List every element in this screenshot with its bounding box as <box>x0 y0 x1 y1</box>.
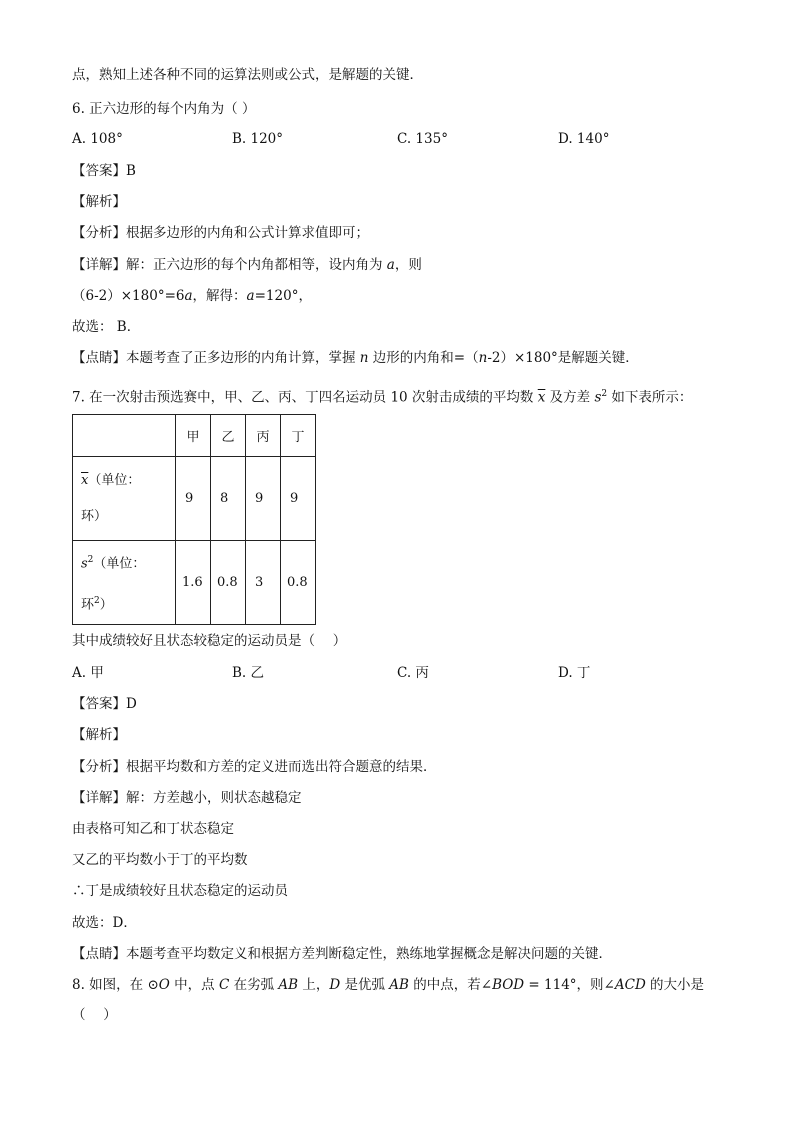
table-cell: 9 <box>246 457 281 541</box>
math-var: C <box>218 977 230 993</box>
text: 是优弧 <box>340 977 390 993</box>
text: （单位： <box>93 556 146 572</box>
math-var: n <box>359 350 369 366</box>
text: 8. 如图，在 ⊙ <box>72 977 159 993</box>
text: 【点睛】本题考查了正多边形的内角计算，掌握 <box>72 350 360 366</box>
q6-option-a: A. 108° <box>72 131 123 147</box>
text: 7. 在一次射击预选赛中，甲、乙、丙、丁四名运动员 10 次射击成绩的平均数 <box>72 389 538 406</box>
text: 在劣弧 <box>229 977 279 993</box>
table-header: 乙 <box>211 415 246 457</box>
text: 中，点 <box>169 977 219 993</box>
text: =120°， <box>254 288 312 304</box>
math-var: a <box>184 288 193 304</box>
q6-option-c: C. 135° <box>397 131 448 147</box>
math-var: BOD <box>492 977 525 993</box>
q7-options <box>72 664 722 682</box>
q7-option-d: D. 丁 <box>558 665 591 681</box>
text: = 114°，则∠ <box>524 977 615 993</box>
math-var: AB <box>278 977 299 993</box>
q6-options <box>72 130 722 148</box>
text: ） <box>99 596 113 612</box>
question-6: 6. 正六边形的每个内角为（ ） <box>72 101 256 117</box>
text: 环 <box>81 596 95 612</box>
q6-dianjing <box>72 349 639 367</box>
table-cell: 9 <box>176 457 211 541</box>
q7-detail: 【详解】解：方差越小，则状态越稳定 <box>72 790 302 806</box>
text-line: 点，熟知上述各种不同的运算法则或公式，是解题的关键． <box>72 67 423 83</box>
table-cell: 3 <box>246 541 281 625</box>
q6-analysis-heading: 【解析】 <box>72 194 126 210</box>
math-var: a <box>246 288 255 304</box>
q7-answer: 【答案】D <box>72 696 137 712</box>
q7-analysis-heading: 【解析】 <box>72 727 126 743</box>
row-label-variance <box>73 541 176 625</box>
text: （6-2）×180°=6 <box>72 288 185 304</box>
table-row <box>73 541 316 625</box>
superscript: 2 <box>601 389 608 399</box>
q7-fenxi: 【分析】根据平均数和方差的定义进而选出符合题意的结果． <box>72 759 437 775</box>
q6-detail <box>72 256 422 274</box>
q6-option-d: D. 140° <box>558 131 610 147</box>
row-label-mean <box>73 457 176 541</box>
math-var: D <box>329 977 341 993</box>
q8-paren: （ ） <box>72 1007 117 1023</box>
math-var: a <box>386 257 395 273</box>
q7-option-b: B. 乙 <box>232 665 265 681</box>
q6-answer: 【答案】B <box>72 163 136 179</box>
table-header: 丁 <box>281 415 316 457</box>
q6-choose: 故选： B． <box>72 319 141 335</box>
table-cell: 8 <box>211 457 246 541</box>
table-cell: 1.6 <box>176 541 211 625</box>
text: （单位： <box>88 472 141 488</box>
table-cell: 0.8 <box>281 541 316 625</box>
math-var: $\overline{x}$ <box>537 389 546 406</box>
table-header: 丙 <box>246 415 281 457</box>
superscript: 2 <box>87 555 94 566</box>
text: -2）×180°是解题关键． <box>487 350 639 366</box>
q6-fenxi: 【分析】根据多边形的内角和公式计算求值即可； <box>72 225 369 241</box>
q7-detail-line: 又乙的平均数小于丁的平均数 <box>72 852 248 868</box>
text: 环） <box>81 508 108 524</box>
math-var: ACD <box>614 977 646 993</box>
table-cell: 0.8 <box>211 541 246 625</box>
text: 的大小是 <box>645 977 705 993</box>
math-var: $\overline{x}$ <box>81 472 89 488</box>
score-table <box>72 414 316 625</box>
text: 及方差 <box>545 389 595 406</box>
q7-option-a: A. 甲 <box>72 665 104 681</box>
q7-option-c: C. 丙 <box>397 665 429 681</box>
math-var: s <box>81 556 88 572</box>
q7-question-end: 其中成绩较好且状态较稳定的运动员是（ ） <box>72 633 347 649</box>
table-corner <box>73 415 176 457</box>
q7-detail-line: 由表格可知乙和丁状态稳定 <box>72 821 234 837</box>
table-header: 甲 <box>176 415 211 457</box>
question-7 <box>72 385 692 407</box>
q7-dianjing: 【点睛】本题考查平均数定义和根据方差判断稳定性，熟练地掌握概念是解决问题的关键． <box>72 946 612 962</box>
text: 如下表所示： <box>607 389 693 406</box>
q7-detail-line: ∴丁是成绩较好且状态稳定的运动员 <box>72 883 288 899</box>
math-var: O <box>158 977 170 993</box>
q6-equation <box>72 287 312 305</box>
text: ，解得： <box>192 288 247 304</box>
math-var: AB <box>389 977 409 993</box>
superscript: 2 <box>94 595 100 606</box>
text: 【详解】解：正六边形的每个内角都相等，设内角为 <box>72 257 387 273</box>
question-8 <box>72 976 704 994</box>
math-var: n <box>478 350 488 366</box>
q6-option-b: B. 120° <box>232 131 284 147</box>
text: 边形的内角和=（ <box>368 350 479 366</box>
text: ，则 <box>394 257 422 273</box>
text: 上， <box>298 977 330 993</box>
table-cell: 9 <box>281 457 316 541</box>
text: 的中点，若∠ <box>408 977 493 993</box>
table-row <box>73 457 316 541</box>
math-var: s <box>594 389 602 406</box>
q7-choose: 故选：D． <box>72 915 137 931</box>
